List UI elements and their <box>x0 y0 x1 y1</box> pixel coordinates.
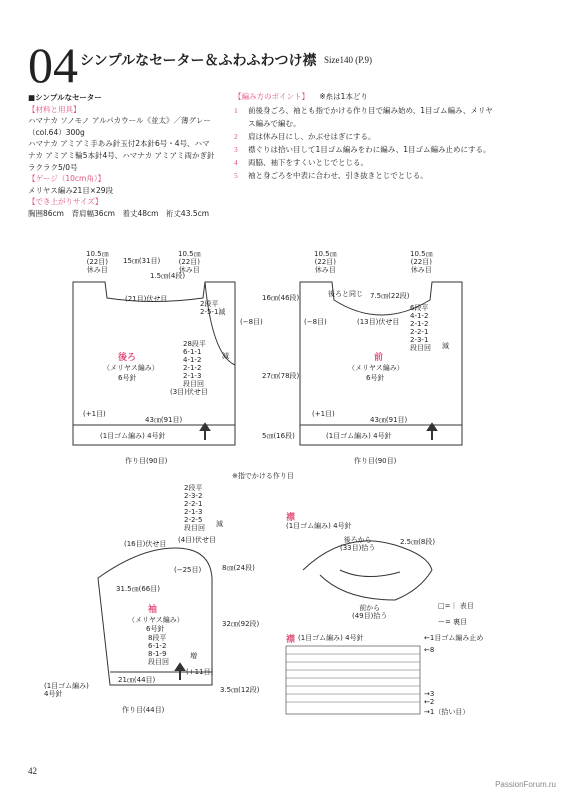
front-sub: （メリヤス編み） <box>348 364 404 372</box>
legend-back-symbol: ー= <box>438 618 451 626</box>
materials-line: ナカ アミアミ輪5本針4号、ハマナカ アミアミ両かぎ針 <box>28 150 215 160</box>
chart-row-3: →3 <box>424 690 435 698</box>
sleeve-dec-word: 減 <box>216 520 223 528</box>
size-text: 胸囲86cm 背肩幅36cm 着丈48cm 裄丈43.5cm <box>28 208 210 218</box>
sleeve-cast: 作り目(44目) <box>122 706 165 714</box>
list-item: 4 両脇、袖下をすくいとじでとじる。 <box>234 158 368 167</box>
legend-back <box>438 618 467 626</box>
list-item: 3 襟ぐりは拾い目して1目ゴム編みをわに編み、1目ゴム編み止めにする。 <box>234 145 491 154</box>
collar-chart-grid <box>286 646 420 714</box>
item-heading: ■シンプルなセーター <box>28 93 102 102</box>
chart-row-8: ←8 <box>424 646 435 654</box>
pattern-title: シンプルなセーター＆ふわふわつけ襟 <box>80 53 317 69</box>
collar-title: 襟 <box>286 513 296 523</box>
pattern-size: Size140 (P.9) <box>324 55 372 65</box>
front-top-left: 10.5㎝ (22目) 休み目 <box>314 250 337 274</box>
front-bind: (13目)伏せ目 <box>357 318 400 326</box>
points-note: ※糸は1本どり <box>319 92 368 101</box>
front-rib: (1目ゴム編み) 4号針 <box>326 432 392 440</box>
mid-h2: 27㎝(78段) <box>262 372 300 380</box>
sleeve-inc-word: 増 <box>190 652 197 660</box>
front-plus: (+1目) <box>312 410 335 418</box>
collar-inner <box>340 570 400 577</box>
chart-end: ←1目ゴム編み止め <box>424 634 484 642</box>
collar-back: 後ろから (33目)拾う <box>340 536 376 552</box>
materials-line: ラクラク5/0号 <box>28 162 78 172</box>
pattern-number: 04 <box>28 37 78 93</box>
legend-front-symbol: □=｜ <box>438 602 458 610</box>
page-number: 42 <box>28 766 37 776</box>
chart-title: 襟 <box>286 635 296 645</box>
mid-note: ※指でかける作り目 <box>232 472 294 480</box>
back-top-left: 10.5㎝ (22目) 休み目 <box>86 250 109 274</box>
back-plus: (+1目) <box>83 410 106 418</box>
collar-h: 2.5㎝(8段) <box>400 538 436 546</box>
front-neck: 7.5㎝(22段) <box>370 292 410 300</box>
sleeve-title: 袖 <box>148 605 158 615</box>
back-needle: 6号針 <box>118 374 137 382</box>
chart-row-2: ←2 <box>424 698 435 706</box>
points-title: 【編み方のポイント】 <box>234 92 309 101</box>
chart-sub: (1目ゴム編み) 4号針 <box>298 634 364 642</box>
back-top-right: 10.5㎝ (22目) 休み目 <box>178 250 201 274</box>
front-side-dec: (−8目) <box>304 318 327 326</box>
front-needle: 6号針 <box>366 374 385 382</box>
sleeve-sub: （メリヤス編み） <box>128 616 184 624</box>
collar-bottom <box>320 570 432 600</box>
collar-sub: (1目ゴム編み) 4号針 <box>286 522 352 530</box>
front-reduce: 減 <box>442 342 449 350</box>
sleeve-dec: (−25目) <box>174 566 202 574</box>
sleeve-top: 2段平 2-3-2 2-2-1 2-1-3 2-2-5 段目回 <box>184 484 205 532</box>
front-same: 後ろと同じ <box>328 290 363 298</box>
sleeve-top-bind2: (4目)伏せ目 <box>178 536 216 544</box>
watermark: PassionForum.ru <box>495 780 556 789</box>
front-top-right: 10.5㎝ (22目) 休み目 <box>410 250 433 274</box>
sleeve-h3: 3.5㎝(12段) <box>220 686 260 694</box>
list-item: 1 前後身ごろ、袖とも指でかける作り目で編み始め、1目ゴム編み、メリヤ <box>234 106 493 115</box>
collar-front: 前から (49目)拾う <box>352 604 388 620</box>
legend-back-label: 裏目 <box>453 618 468 626</box>
back-top-mid: 15㎝(31目) <box>123 257 161 265</box>
gauge-text: メリヤス編み21目×29段 <box>28 185 114 195</box>
sleeve-plus: (+11目) <box>186 668 214 676</box>
back-neck: 1.5㎝(4段) <box>150 272 186 280</box>
sleeve-top-bind: (16目)伏せ目 <box>124 540 167 548</box>
back-title: 後ろ <box>118 353 137 363</box>
back-sub: （メリヤス編み） <box>103 364 159 372</box>
front-dec: 6段平 4-1-2 2-1-2 2-2-1 2-3-1 段目回 <box>410 304 431 352</box>
chart-row-1: →1（拾い目） <box>424 708 470 716</box>
back-arm-bind: (3目)伏せ目 <box>170 388 208 396</box>
materials-line: ハマナカ ソノモノ アルパカウール《並太》／薄グレー <box>28 116 211 126</box>
back-reduce: 減 <box>222 352 229 360</box>
mid-h1: 16㎝(46段) <box>262 294 300 302</box>
back-armhole-right <box>205 282 235 365</box>
back-rib: (1目ゴム編み) 4号針 <box>100 432 166 440</box>
legend-front <box>438 602 474 610</box>
sleeve-bottom: 21㎝(44目) <box>118 676 156 684</box>
front-title: 前 <box>374 353 384 363</box>
materials-title: 【材料と用具】 <box>28 104 81 114</box>
materials-line: ハマナカ アミアミ手あみ針玉付2本針6号・4号、ハマ <box>28 139 210 149</box>
sleeve-needle: 6号針 <box>146 625 165 633</box>
back-dec: 2段平 2-5-1減 <box>200 300 226 316</box>
mid-h3: 5㎝(16段) <box>262 432 295 440</box>
sleeve-h2: 32㎝(92段) <box>222 620 260 628</box>
list-item: 5 袖と身ごろを中表に合わせ、引き抜きとじでとじる。 <box>234 171 428 180</box>
back-cast: 作り目(90目) <box>125 457 168 465</box>
materials-line: （col.64）300g <box>28 127 85 137</box>
size-title: 【でき上がりサイズ】 <box>28 197 103 207</box>
list-item: ス編みで編む。 <box>248 119 301 128</box>
front-cast: 作り目(90目) <box>354 457 397 465</box>
list-item: 2 肩は休み目にし、かぶせはぎにする。 <box>234 132 376 141</box>
sleeve-h1: 8㎝(24段) <box>222 564 255 572</box>
gauge-title: 【ゲージ（10cm角）】 <box>28 174 106 184</box>
sleeve-rib: (1目ゴム編み) 4号針 <box>44 682 89 698</box>
back-width: 43㎝(91目) <box>145 416 183 424</box>
back-side-dec: (−8目) <box>240 318 263 326</box>
legend-front-label: 表目 <box>459 602 474 610</box>
sleeve-inc: 8段平 6-1-2 8-1-9 段目回 <box>148 634 169 666</box>
back-arm: 28段平 6-1-1 4-1-2 2-1-2 2-1-3 段目回 <box>183 340 206 388</box>
front-width: 43㎝(91目) <box>370 416 408 424</box>
sleeve-width: 31.5㎝(66目) <box>116 585 160 593</box>
back-bind: (21目)伏せ目 <box>125 295 168 303</box>
